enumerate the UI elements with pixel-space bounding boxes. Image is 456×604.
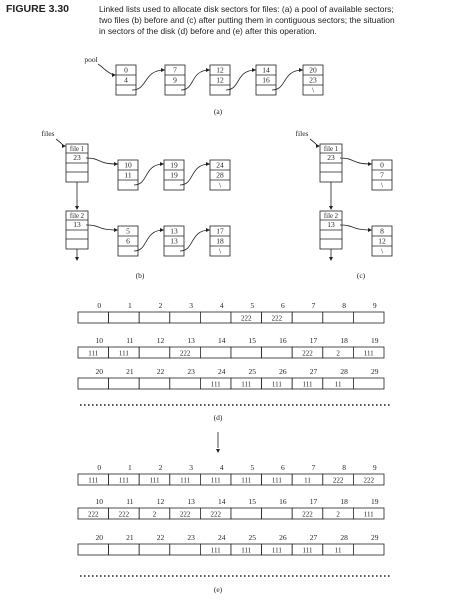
chain-1-node bbox=[372, 160, 392, 190]
sector-value: 222 bbox=[302, 349, 313, 358]
pool-node bbox=[210, 65, 230, 95]
sector-index: 13 bbox=[187, 336, 195, 345]
sector-value: 111 bbox=[180, 476, 191, 485]
sector-index: 20 bbox=[95, 367, 104, 376]
sector-value: 111 bbox=[210, 476, 221, 485]
link-curve bbox=[340, 158, 372, 164]
sector-cell bbox=[139, 378, 170, 389]
sector-value: 111 bbox=[118, 476, 129, 485]
chain-1-node bbox=[118, 160, 138, 190]
sector-index: 0 bbox=[97, 301, 102, 310]
sector-index: 22 bbox=[156, 367, 165, 376]
sector-index: 3 bbox=[189, 301, 193, 310]
sector-value: 2 bbox=[336, 510, 340, 519]
disk-row bbox=[78, 497, 384, 519]
disk-row bbox=[78, 301, 384, 323]
link-arrow-head bbox=[206, 162, 210, 166]
disk-after-grid bbox=[78, 432, 392, 594]
sector-index: 9 bbox=[372, 301, 377, 310]
pool-node-top: 7 bbox=[173, 65, 177, 75]
node-top-value: 8 bbox=[380, 226, 384, 236]
sector-index: 24 bbox=[217, 533, 226, 542]
pool-arrow-head bbox=[112, 73, 116, 77]
sector-value: 11 bbox=[334, 546, 342, 555]
sector-index: 12 bbox=[156, 336, 165, 345]
sector-cell bbox=[262, 347, 293, 358]
sublabel: (b) bbox=[135, 271, 145, 280]
sector-value: 222 bbox=[363, 476, 374, 485]
sector-index: 26 bbox=[279, 367, 287, 376]
sector-value: 222 bbox=[332, 476, 344, 485]
sector-value: 222 bbox=[179, 349, 191, 358]
pool-node-bottom: 4 bbox=[124, 75, 128, 85]
sector-cell bbox=[78, 378, 109, 389]
node-bottom-value: 7 bbox=[380, 170, 384, 180]
sector-value: 111 bbox=[241, 546, 252, 555]
chain-2-node bbox=[164, 226, 184, 256]
sector-index: 21 bbox=[126, 367, 134, 376]
pool-diagram bbox=[84, 55, 323, 116]
node-top-value: 0 bbox=[380, 160, 384, 170]
sector-index: 17 bbox=[309, 336, 318, 345]
sector-index: 23 bbox=[187, 533, 195, 542]
null-pointer-mark: \ bbox=[218, 246, 222, 256]
node-bottom-value: 11 bbox=[124, 170, 132, 180]
sector-value: 222 bbox=[302, 510, 313, 519]
link-curve bbox=[340, 225, 372, 230]
sector-cell bbox=[323, 312, 354, 323]
chain-1-node bbox=[164, 160, 184, 190]
transition-arrow-head bbox=[216, 449, 220, 453]
sector-index: 11 bbox=[126, 336, 134, 345]
sublabel: (e) bbox=[213, 585, 223, 594]
sector-index: 10 bbox=[95, 497, 104, 506]
sector-index: 6 bbox=[281, 301, 285, 310]
link-arrow-head bbox=[206, 228, 210, 232]
sector-value: 111 bbox=[271, 476, 282, 485]
files-arrow-head bbox=[62, 144, 66, 148]
sector-index: 12 bbox=[156, 497, 165, 506]
sector-cell bbox=[170, 544, 201, 555]
sector-value: 111 bbox=[88, 476, 99, 485]
files-after-diagram bbox=[296, 129, 392, 280]
sector-index: 18 bbox=[340, 497, 348, 506]
sector-value: 222 bbox=[179, 510, 191, 519]
sector-cell bbox=[109, 312, 140, 323]
pool-node bbox=[116, 65, 136, 95]
sector-index: 0 bbox=[97, 463, 102, 472]
sector-cell bbox=[353, 544, 384, 555]
sublabel: (d) bbox=[213, 413, 223, 422]
sector-value: 222 bbox=[241, 314, 252, 323]
file-1-start: 23 bbox=[73, 153, 81, 162]
node-bottom-value: 18 bbox=[216, 236, 224, 246]
file-next-arrow-head bbox=[75, 257, 79, 261]
sector-index: 27 bbox=[309, 367, 318, 376]
sublabel: (c) bbox=[356, 271, 366, 280]
sector-index: 7 bbox=[311, 301, 316, 310]
caption-line-3: in sectors of the disk (d) before and (e) after this operation. bbox=[99, 26, 317, 36]
file-next-arrow-head bbox=[75, 206, 79, 210]
sector-index: 17 bbox=[309, 497, 318, 506]
sector-index: 23 bbox=[187, 367, 195, 376]
sector-index: 4 bbox=[219, 301, 224, 310]
sector-index: 18 bbox=[340, 336, 348, 345]
sector-index: 5 bbox=[250, 463, 255, 472]
sector-index: 26 bbox=[279, 533, 287, 542]
sector-value: 111 bbox=[118, 349, 129, 358]
sector-index: 8 bbox=[342, 301, 346, 310]
sector-cell bbox=[292, 312, 323, 323]
node-bottom-value: 12 bbox=[378, 236, 386, 246]
sector-index: 28 bbox=[340, 533, 348, 542]
node-bottom-value: 13 bbox=[170, 236, 178, 246]
sector-index: 27 bbox=[309, 533, 318, 542]
node-top-value: 17 bbox=[216, 226, 224, 236]
link-arrow-head bbox=[160, 228, 164, 232]
null-pointer-mark: \ bbox=[380, 246, 384, 256]
pool-node-bottom: 16 bbox=[262, 75, 270, 85]
null-pointer-mark: \ bbox=[380, 180, 384, 190]
file-1-record bbox=[320, 144, 342, 182]
sector-index: 16 bbox=[279, 497, 287, 506]
sector-value: 2 bbox=[336, 349, 340, 358]
files-before-diagram bbox=[42, 129, 230, 280]
sector-index: 4 bbox=[219, 463, 224, 472]
sector-index: 21 bbox=[126, 533, 134, 542]
sector-cell bbox=[231, 347, 262, 358]
link-curve bbox=[180, 230, 210, 251]
sector-index: 11 bbox=[126, 497, 134, 506]
sector-index: 1 bbox=[128, 463, 132, 472]
link-arrow-head bbox=[252, 68, 256, 72]
sector-cell bbox=[170, 378, 201, 389]
disk-row bbox=[78, 336, 384, 358]
chain-2-node bbox=[372, 226, 392, 256]
pool-node-top: 14 bbox=[262, 65, 270, 75]
link-curve bbox=[180, 164, 210, 185]
sector-value: 222 bbox=[88, 510, 99, 519]
sector-value: 222 bbox=[210, 510, 221, 519]
pool-node-bottom: 23 bbox=[309, 75, 317, 85]
sector-index: 19 bbox=[370, 336, 379, 345]
link-arrow-head bbox=[368, 228, 372, 232]
caption-line-1: Linked lists used to allocate disk sectors for files: (a) a pool of available sectors; bbox=[99, 4, 394, 14]
sector-index: 20 bbox=[95, 533, 104, 542]
file-1-name: file 1 bbox=[323, 146, 339, 153]
null-pointer-mark: \ bbox=[218, 180, 222, 190]
link-arrow-head bbox=[114, 162, 118, 166]
node-top-value: 19 bbox=[170, 160, 178, 170]
node-bottom-value: 6 bbox=[126, 236, 130, 246]
sector-cell bbox=[262, 508, 293, 519]
sector-cell bbox=[139, 347, 170, 358]
file-1-name: file 1 bbox=[69, 146, 85, 153]
sector-value: 111 bbox=[210, 546, 221, 555]
file-1-start: 23 bbox=[327, 153, 335, 162]
sector-index: 15 bbox=[248, 497, 257, 506]
sector-value: 222 bbox=[271, 314, 283, 323]
sector-cell bbox=[231, 508, 262, 519]
sector-index: 24 bbox=[217, 367, 226, 376]
sector-cell bbox=[109, 544, 140, 555]
sector-value: 111 bbox=[302, 546, 313, 555]
sector-index: 15 bbox=[248, 336, 257, 345]
sector-index: 13 bbox=[187, 497, 195, 506]
files-label: files bbox=[295, 129, 309, 138]
node-top-value: 5 bbox=[126, 226, 130, 236]
sector-value: 11 bbox=[304, 476, 311, 485]
link-arrow-head bbox=[206, 68, 210, 72]
sector-value: 111 bbox=[271, 380, 282, 389]
link-curve bbox=[134, 164, 164, 185]
pool-pointer bbox=[98, 64, 114, 75]
link-arrow-head bbox=[160, 162, 164, 166]
pool-node bbox=[165, 65, 185, 95]
file-2-name: file 2 bbox=[69, 213, 85, 220]
sector-index: 29 bbox=[370, 533, 379, 542]
sector-value: 111 bbox=[363, 510, 374, 519]
file-1-record bbox=[66, 144, 88, 182]
sector-index: 14 bbox=[217, 497, 226, 506]
sector-cell bbox=[78, 312, 109, 323]
chain-2-node bbox=[118, 226, 138, 256]
file-2-record bbox=[320, 211, 342, 249]
sector-index: 25 bbox=[248, 533, 257, 542]
sector-index: 16 bbox=[279, 336, 287, 345]
disk-row bbox=[78, 463, 384, 485]
sector-cell bbox=[139, 544, 170, 555]
file-next-arrow-head bbox=[329, 257, 333, 261]
link-arrow-head bbox=[368, 162, 372, 166]
files-label: files bbox=[41, 129, 55, 138]
pool-node bbox=[256, 65, 276, 95]
link-curve bbox=[86, 225, 118, 230]
sector-index: 2 bbox=[158, 463, 163, 472]
node-bottom-value: 28 bbox=[216, 170, 224, 180]
node-bottom-value: 19 bbox=[170, 170, 178, 180]
node-top-value: 13 bbox=[170, 226, 178, 236]
sector-value: 222 bbox=[118, 510, 130, 519]
sector-value: 111 bbox=[271, 546, 282, 555]
sector-cell bbox=[200, 347, 231, 358]
link-curve bbox=[134, 230, 164, 251]
sector-index: 14 bbox=[217, 336, 226, 345]
pool-node-top: 12 bbox=[216, 65, 224, 75]
sector-cell bbox=[170, 312, 201, 323]
sublabel-a: (a) bbox=[213, 107, 223, 116]
sector-value: 111 bbox=[241, 476, 252, 485]
sector-cell bbox=[353, 378, 384, 389]
sector-index: 3 bbox=[189, 463, 193, 472]
sector-index: 10 bbox=[95, 336, 104, 345]
null-pointer-mark: \ bbox=[311, 85, 315, 95]
link-curve bbox=[272, 70, 303, 90]
link-curve bbox=[132, 70, 165, 90]
disk-row bbox=[78, 367, 384, 389]
link-arrow-head bbox=[161, 68, 165, 72]
sector-index: 28 bbox=[340, 367, 348, 376]
sector-value: 111 bbox=[241, 380, 252, 389]
sector-index: 6 bbox=[281, 463, 285, 472]
pool-node bbox=[303, 65, 323, 95]
node-top-value: 24 bbox=[216, 160, 224, 170]
sector-value: 11 bbox=[334, 380, 342, 389]
sector-index: 7 bbox=[311, 463, 316, 472]
sector-index: 19 bbox=[370, 497, 379, 506]
sector-index: 1 bbox=[128, 301, 132, 310]
pool-node-bottom: 9 bbox=[173, 75, 177, 85]
link-curve bbox=[226, 70, 256, 90]
pool-node-bottom: 12 bbox=[216, 75, 224, 85]
file-2-start: 13 bbox=[73, 220, 81, 229]
link-arrow-head bbox=[114, 228, 118, 232]
chain-1-node bbox=[210, 160, 230, 190]
sector-value: 2 bbox=[152, 510, 157, 519]
sector-cell bbox=[109, 378, 140, 389]
sector-cell bbox=[353, 312, 384, 323]
pool-node-top: 20 bbox=[309, 65, 317, 75]
sector-value: 111 bbox=[88, 349, 99, 358]
link-arrow-head bbox=[299, 68, 303, 72]
disk-row bbox=[78, 533, 384, 555]
link-curve bbox=[86, 158, 118, 164]
pool-label: pool bbox=[84, 55, 98, 64]
sector-value: 111 bbox=[302, 380, 313, 389]
sector-cell bbox=[139, 312, 170, 323]
sector-index: 22 bbox=[156, 533, 165, 542]
pool-node-top: 0 bbox=[124, 65, 128, 75]
sector-value: 111 bbox=[149, 476, 160, 485]
figure-label: FIGURE 3.30 bbox=[6, 3, 70, 15]
chain-2-node bbox=[210, 226, 230, 256]
file-next-arrow-head bbox=[329, 206, 333, 210]
sector-value: 111 bbox=[363, 349, 374, 358]
sector-index: 9 bbox=[372, 463, 377, 472]
sector-index: 5 bbox=[250, 301, 255, 310]
file-2-record bbox=[66, 211, 88, 249]
sector-index: 2 bbox=[158, 301, 163, 310]
caption-line-2: two files (b) before and (c) after putting them in contiguous sectors; the situation bbox=[99, 15, 395, 25]
sector-cell bbox=[78, 544, 109, 555]
sector-value: 111 bbox=[210, 380, 221, 389]
sector-cell bbox=[200, 312, 231, 323]
file-2-start: 13 bbox=[327, 220, 335, 229]
node-top-value: 10 bbox=[124, 160, 132, 170]
files-arrow-head bbox=[316, 144, 320, 148]
sector-index: 25 bbox=[248, 367, 257, 376]
sector-index: 29 bbox=[370, 367, 379, 376]
file-2-name: file 2 bbox=[323, 213, 339, 220]
sector-index: 8 bbox=[342, 463, 346, 472]
disk-before-grid bbox=[78, 301, 392, 422]
